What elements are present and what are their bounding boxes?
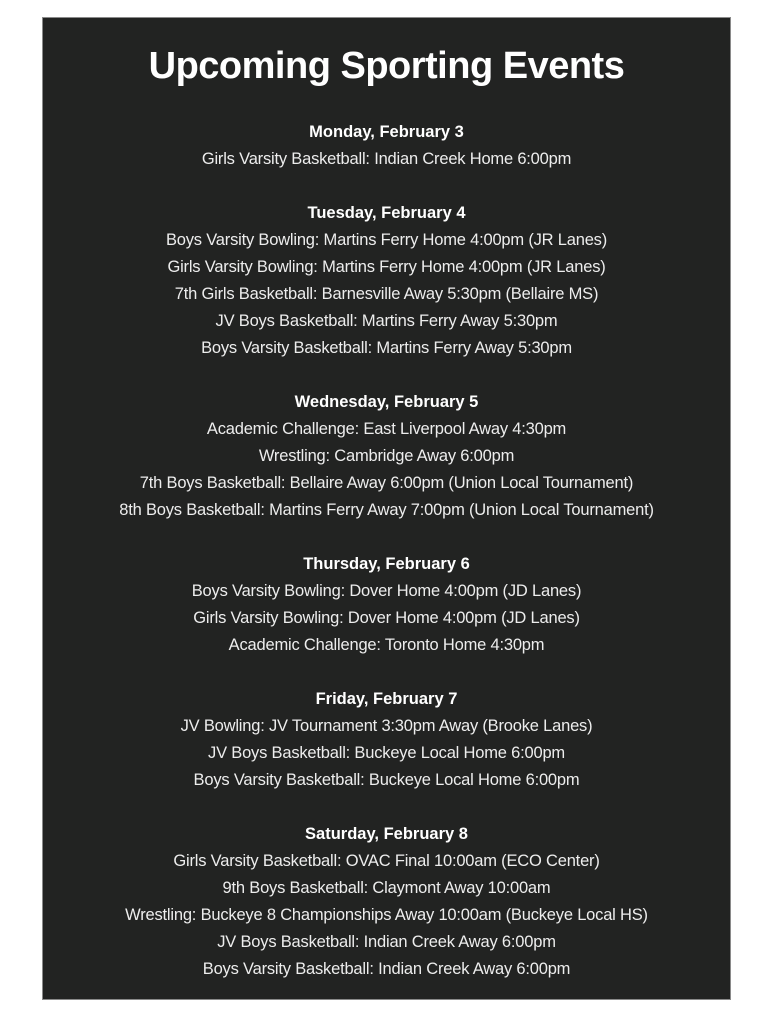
event-item: JV Bowling: JV Tournament 3:30pm Away (Brooke Lanes) (180, 717, 593, 735)
event-item: Wrestling: Buckeye 8 Championships Away 10:00am (Buckeye Local HS) (125, 906, 648, 924)
event-item: 7th Girls Basketball: Barnesville Away 5:30pm (Bellaire MS) (174, 285, 599, 303)
event-item: JV Boys Basketball: Martins Ferry Away 5:30pm (215, 312, 558, 330)
events-flyer (42, 17, 731, 1000)
event-item: 9th Boys Basketball: Claymont Away 10:00am (222, 879, 551, 897)
event-item: Girls Varsity Basketball: OVAC Final 10:00am (ECO Center) (173, 852, 600, 870)
schedule-list (43, 119, 730, 1010)
day-heading: Thursday, February 6 (303, 555, 470, 573)
event-item: 8th Boys Basketball: Martins Ferry Away 7:00pm (Union Local Tournament) (119, 501, 654, 519)
day-heading: Saturday, February 8 (305, 825, 468, 843)
day-heading: Wednesday, February 5 (294, 393, 479, 411)
day-section (43, 389, 730, 524)
day-heading: Monday, February 3 (309, 123, 464, 141)
event-item: Boys Varsity Basketball: Buckeye Local Home 6:00pm (193, 771, 580, 789)
day-section (43, 119, 730, 173)
event-item: Boys Varsity Bowling: Martins Ferry Home 4:00pm (JR Lanes) (165, 231, 608, 249)
event-item: Academic Challenge: East Liverpool Away 4:30pm (206, 420, 567, 438)
page-title: Upcoming Sporting Events (148, 45, 625, 87)
event-item: Wrestling: Cambridge Away 6:00pm (258, 447, 515, 465)
day-heading: Friday, February 7 (315, 690, 458, 708)
day-section (43, 821, 730, 983)
day-section (43, 551, 730, 659)
event-item: 7th Boys Basketball: Bellaire Away 6:00pm (Union Local Tournament) (139, 474, 634, 492)
event-item: JV Boys Basketball: Buckeye Local Home 6:00pm (208, 744, 565, 762)
event-item: Academic Challenge: Toronto Home 4:30pm (228, 636, 545, 654)
event-item: Girls Varsity Bowling: Dover Home 4:00pm (JD Lanes) (193, 609, 580, 627)
event-item: Girls Varsity Bowling: Martins Ferry Home 4:00pm (JR Lanes) (167, 258, 606, 276)
event-item: Boys Varsity Bowling: Dover Home 4:00pm (JD Lanes) (191, 582, 582, 600)
event-item: Boys Varsity Basketball: Martins Ferry Away 5:30pm (201, 339, 572, 357)
event-item: Girls Varsity Basketball: Indian Creek Home 6:00pm (201, 150, 572, 168)
day-heading: Tuesday, February 4 (307, 204, 466, 222)
event-item: JV Boys Basketball: Indian Creek Away 6:00pm (217, 933, 556, 951)
day-section (43, 686, 730, 794)
event-item: Boys Varsity Basketball: Indian Creek Away 6:00pm (202, 960, 571, 978)
day-section (43, 200, 730, 362)
